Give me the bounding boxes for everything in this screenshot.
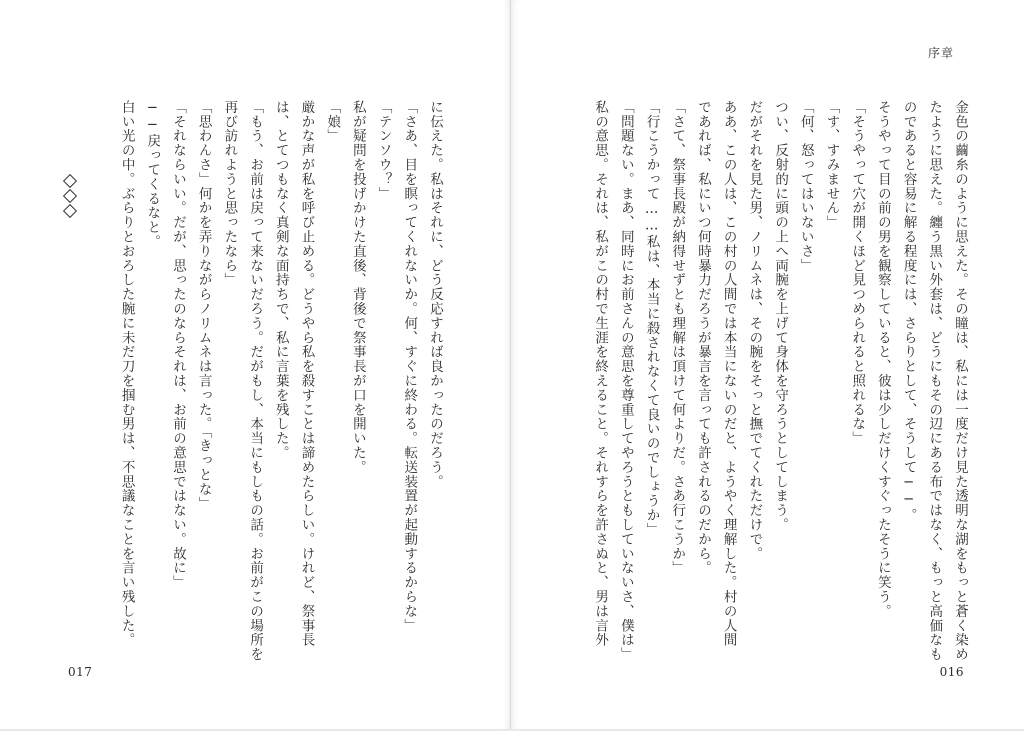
body-line: 「何、怒ってはいないさ」	[797, 100, 814, 273]
diamond-ornament-icon	[63, 189, 77, 203]
body-line: 「そうやって穴が開くほど見つめられると照れるな」	[849, 100, 866, 446]
body-line: ──戻ってくるなと。	[144, 100, 161, 249]
body-line: 「さて、祭事長殿が納得せずとも理解は頂けて何よりだ。さあ行こうか」	[669, 100, 686, 576]
body-line: は、とてつもなく真剣な面持ちで、私に言葉を残した。	[272, 100, 289, 460]
body-line: 白い光の中。ぶらりとおろした腕に未だ刀を掴む男は、不思議なことを言い残した。	[118, 100, 135, 648]
body-line: たように思えた。纏う黒い外套は、どうにもその辺にある布ではなく、もっと高価なも	[926, 100, 943, 662]
body-line: 「問題ない。まあ、同時にお前さんの意思を尊重してやろうともしていないさ、僕は」	[617, 100, 634, 662]
page-number-left: 017	[68, 665, 93, 679]
body-line: 厳かな声が私を呼び止める。どうやら私を殺すことは諦めたらしい。けれど、祭事長	[298, 100, 315, 648]
body-line: のであると容易に解る程度には、さらりとして、そうして──。	[900, 100, 917, 523]
body-line: 金色の繭糸のように思えた。その瞳は、私には一度だけ見た透明な湖をもっと蒼く染め	[952, 100, 968, 662]
body-line: つい、反射的に頭の上へ両腕を上げて身体を守ろうとしてしまう。	[772, 100, 789, 532]
body-line: 「行こうかって……私は、本当に殺されなくて良いのでしょうか」	[643, 100, 660, 537]
running-head-chapter-title: 序章	[927, 46, 954, 60]
right-page	[511, 0, 1024, 729]
body-line: だがそれを見た男、ノリムネは、その腕をそっと撫でてくれただけで。	[746, 100, 763, 561]
body-line: 私の意思。それは、私がこの村で生涯を終えること。それすらを許さぬと、男は言外	[592, 100, 609, 648]
right-page-body	[586, 100, 972, 660]
body-line: 「思わんさ」何かを弄りながらノリムネは言った。「きっとな」	[195, 100, 212, 511]
body-line: 「もう、お前は戻って来ないだろう。だがもし、本当にもしもの話。お前がこの場所を	[247, 100, 264, 662]
body-line: であれば、私にいつ何時暴力だろうが暴言を言っても許されるのだから。	[694, 100, 711, 576]
body-line: 「それならいい。だが、思ったのならそれは、お前の意思ではない。故に」	[169, 100, 186, 590]
diamond-ornament-icon	[63, 174, 77, 188]
page-number-right: 016	[939, 665, 964, 679]
diamond-ornament-icon	[63, 204, 77, 218]
body-line: 「娘」	[324, 100, 341, 144]
body-line: 「す、すみません」	[823, 100, 840, 230]
body-line: そうやって目の前の男を観察していると、彼は少しだけくすぐったそうに笑う。	[874, 100, 891, 619]
body-line: 私が疑問を投げかけた直後、背後で祭事長が口を開いた。	[349, 100, 366, 475]
body-line: 再び訪れようと思ったなら」	[221, 100, 238, 288]
scene-break-ornament	[62, 176, 76, 221]
body-line: ああ、この人は、この村の人間では本当にないのだと、ようやく理解した。村の人間	[720, 100, 737, 648]
left-page	[0, 0, 511, 729]
body-line: 「テンソウ？」	[375, 100, 392, 201]
left-page-body	[113, 100, 447, 660]
body-line: 「さあ、目を瞑ってくれないか。何、すぐに終わる。転送装置が起動するからな」	[401, 100, 418, 633]
body-line: に伝えた。私はそれに、どう反応すれば良かったのだろう。	[427, 100, 443, 489]
